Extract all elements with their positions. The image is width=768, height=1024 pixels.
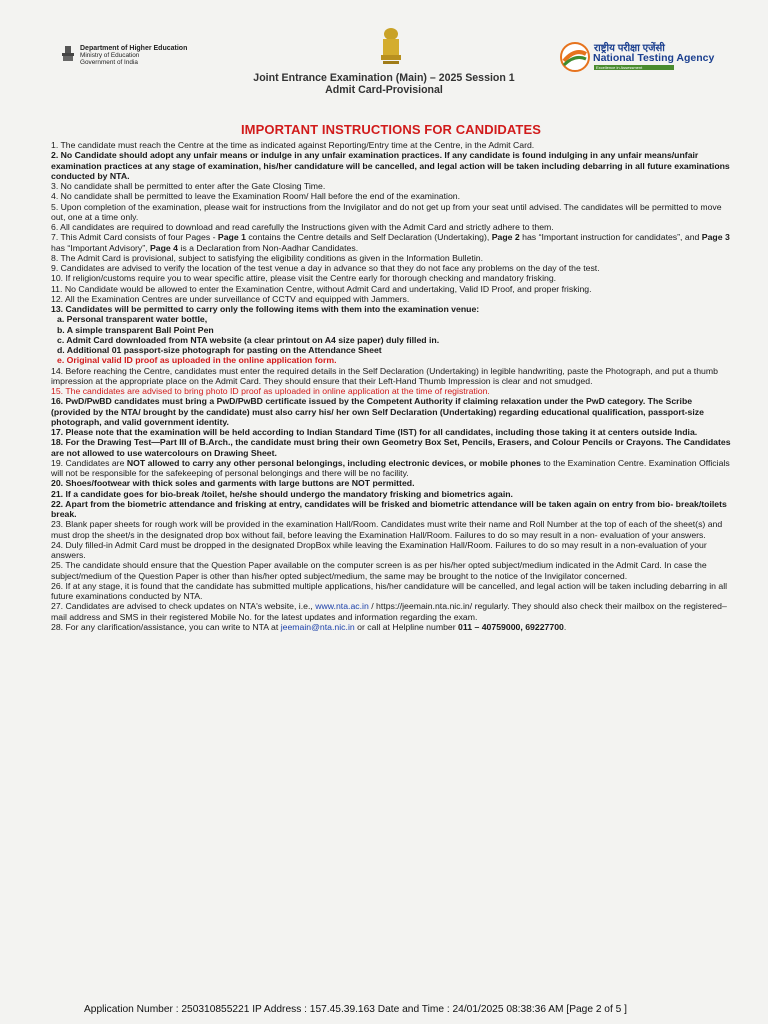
instruction-3: 3. No candidate shall be permitted to enter after the Gate Closing Time.: [51, 181, 326, 191]
instruction-25: 25. The candidate should ensure that the Question Paper available on the computer screen is as per his/her opted subject/medium indicated in the Admit Card. In case the subject/medium of the Question Paper is other than his/her opted subject/medium, the same may be brought to the notice of the Invigilator concerned.: [51, 560, 707, 581]
instruction-8: 8. The Admit Card is provisional, subject to satisfying the eligibility conditions as given in the Information Bulletin.: [51, 252, 484, 263]
instruction-7: [51, 232, 731, 253]
exam-title: Joint Entrance Examination (Main) – 2025 Session 1: [253, 72, 515, 84]
instruction-16: 16. PwD/PwBD candidates must bring a PwD/PwBD certificate issued by the Competent Authority if claiming relaxation under the PwD category. The Scribe (provided by the NTA/ brought by the candidate) must also carry his/ her own Self Declaration (Undertaking) regarding educational qualification, passport-size photograph, and valid government identity.: [51, 396, 704, 427]
instruction-21: 21. If a candidate goes for bio-break /toilet, he/she should undergo the mandatory frisking and biometrics again.: [51, 488, 513, 499]
instruction-11: 11. No Candidate would be allowed to enter the Examination Centre, without Admit Card and undertaking, Valid ID Proof, and proper frisking.: [51, 283, 592, 294]
nta-name: National Testing Agency: [593, 52, 715, 64]
instruction-7-part: is a Declaration from Non-Aadhar Candidates.: [178, 242, 359, 253]
instruction-7-part: 7. This Admit Card consists of four Pages -: [51, 232, 218, 243]
instruction-28: [51, 622, 731, 632]
instruction-7-page2: Page 2: [491, 232, 520, 243]
helpline-number: 011 – 40759000, 69227700: [458, 621, 564, 632]
page-header: [0, 0, 768, 110]
instruction-23: 23. Blank paper sheets for rough work will be provided in the examination Hall/Room. Candidates must write their name and Roll Number at the top of each of the sheet(s) and must drop the sheet/s in the designated drop box without fail, before leaving the Examination Hall/Room. Failures to do so may result in a non- evaluation of your answers.: [51, 519, 723, 540]
instruction-1: 1. The candidate must reach the Centre at the time as indicated against Reporting/Entry time at the Centre, in the Admit Card.: [51, 140, 535, 150]
admit-card-title: Admit Card-Provisional: [325, 84, 443, 96]
instruction-27-part: / https://jeemain.nta.nic.in/ regularly. They should also check their mailbox on the registered–mail address and SMS in their registered Mobile No. for the latest updates and information regarding the exam.: [51, 601, 727, 622]
instruction-9: 9. Candidates are advised to verify the location of the test venue a day in advance so that they do not face any problems on the day of the test.: [51, 263, 600, 273]
instruction-28-part: 28. For any clarification/assistance, you can write to NTA at: [51, 621, 281, 632]
instruction-7-page3: Page 3: [701, 232, 730, 243]
instruction-7-part: has “Important instruction for candidates”, and: [519, 232, 702, 243]
ministry-emblem-icon: [58, 44, 78, 64]
instructions-heading: IMPORTANT INSTRUCTIONS FOR CANDIDATES: [240, 122, 542, 137]
national-emblem-icon: [378, 26, 404, 66]
instruction-18: 18. For the Drawing Test—Part III of B.Arch., the candidate must bring their own Geometry Box Set, Pencils, Erasers, and Colour Pencils or Crayons. The Candidates are not allowed to use watercolours on Drawing Sheet.: [51, 437, 731, 458]
ministry-line-1: Department of Higher Education: [80, 45, 188, 52]
instruction-24: 24. Duly filled-in Admit Card must be dropped in the designated DropBox while leaving the Examination Hall/Room. Failures to do so may result in a non-evaluation of your answers.: [51, 539, 707, 560]
instruction-26: 26. If at any stage, it is found that the candidate has submitted multiple applications, his/her candidature will be cancelled, and legal action will be taken including debarring in all future examinations conducted by NTA.: [51, 580, 728, 601]
nta-website-link[interactable]: www.nta.ac.in: [315, 601, 369, 612]
instruction-7-page4: Page 4: [149, 242, 178, 253]
ministry-line-2: Ministry of Education: [80, 52, 140, 59]
instruction-17: 17. Please note that the examination will be held according to Indian Standard Time (IST) for all candidates, including those taking it at centers outside India.: [51, 427, 698, 437]
instruction-22: 22. Apart from the biometric attendance and frisking at entry, candidates will be frisked and biometric attendance will be taken again on entry from bio- break/toilets break.: [51, 498, 727, 519]
instruction-12: 12. All the Examination Centres are under surveillance of CCTV and equipped with Jammers.: [51, 293, 410, 304]
instruction-2: 2. No Candidate should adopt any unfair means or indulge in any unfair examination practices. If any candidate is found indulging in any unfair means/unfair examination practices at any stage of examination, his/her candidature will be cancelled, and legal action will be taken including debarring in all future examinations conducted by NTA.: [51, 150, 730, 181]
instruction-13c: c. Admit Card downloaded from NTA website (a clear printout on A4 size paper) duly filled in.: [57, 334, 440, 345]
instruction-15: 15. The candidates are advised to bring photo ID proof as uploaded in online application at the time of registration.: [51, 386, 490, 396]
instruction-13a: a. Personal transparent water bottle,: [57, 314, 208, 325]
instruction-7-part: has “Important Advisory”,: [51, 242, 150, 253]
instruction-4: 4. No candidate shall be permitted to leave the Examination Room/ Hall before the end of the examination.: [51, 191, 461, 202]
instruction-20: 20. Shoes/footwear with thick soles and garments with large buttons are NOT permitted.: [51, 478, 415, 489]
instruction-28-part: or call at Helpline number: [354, 621, 459, 632]
instruction-13d: d. Additional 01 passport-size photograph for pasting on the Attendance Sheet: [57, 345, 382, 355]
instruction-19-part: 19. Candidates are: [51, 457, 127, 468]
nta-tagline: Excellence in Assessment: [594, 65, 674, 70]
nta-logo-icon: [560, 42, 590, 72]
instruction-13e: e. Original valid ID proof as uploaded in the online application form.: [57, 355, 337, 366]
instruction-10: 10. If religion/customs require you to wear specific attire, please visit the Centre early for thorough checking and mandatory frisking.: [51, 273, 557, 284]
instructions-section: [51, 122, 731, 632]
instruction-5: 5. Upon completion of the examination, please wait for instructions from the Invigilator and do not get up from your seat until advised. The candidates will be permitted to move out, one at a time only.: [51, 201, 722, 222]
instruction-19: [51, 458, 731, 479]
instruction-19-bold: NOT allowed to carry any other personal belongings, including electronic devices, or mobile phones: [126, 457, 542, 468]
page-footer: Application Number : 250310855221 IP Address : 157.45.39.163 Date and Time : 24/01/2025 08:38:36 AM [Page 2 of 5 ]: [84, 1004, 627, 1015]
instruction-28-part: .: [563, 621, 567, 632]
instruction-27: [51, 601, 731, 622]
nta-hindi-name: राष्ट्रीय परीक्षा एजेंसी: [594, 43, 665, 54]
instruction-7-part: contains the Centre details and Self Declaration (Undertaking),: [245, 232, 492, 243]
instruction-6: 6. All candidates are required to download and read carefully the Instructions given with the Admit Card and strictly adhere to them.: [51, 222, 554, 232]
instruction-19-part: to the Examination Centre. Examination Officials will not be responsible for the safekeeping of personal belongings and there will be no facility.: [51, 457, 730, 478]
nta-email-link[interactable]: jeemain@nta.nic.in: [280, 621, 355, 632]
instruction-14: 14. Before reaching the Centre, candidates must enter the required details in the Self Declaration (Undertaking) in legible handwriting, paste the Photograph, and put a thumb impression at the appropriate place on the Admit Card. They should ensure that their Left-Hand Thumb Impression is clear and not smudged.: [51, 365, 718, 386]
ministry-line-3: Government of India: [80, 59, 138, 66]
instruction-7-page1: Page 1: [217, 232, 246, 243]
instruction-27-part: 27. Candidates are advised to check updates on NTA's website, i.e.,: [51, 601, 316, 612]
ministry-text: [80, 45, 187, 66]
instruction-13: 13. Candidates will be permitted to carry only the following items with them into the examination venue:: [51, 304, 480, 314]
instruction-13b: b. A simple transparent Ball Point Pen: [57, 324, 214, 335]
